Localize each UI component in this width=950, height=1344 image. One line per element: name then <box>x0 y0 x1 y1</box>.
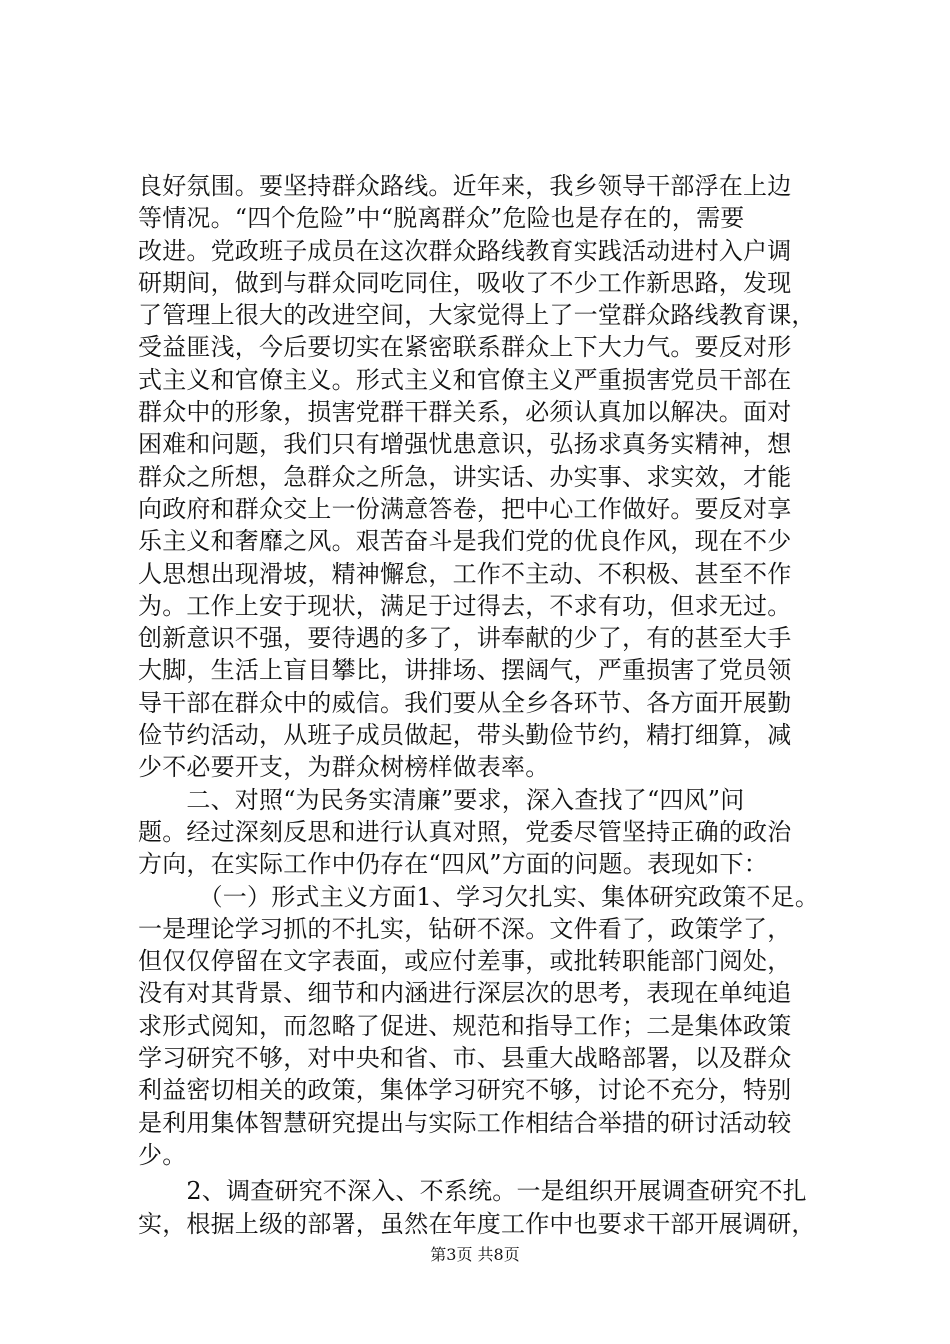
text-line: 导干部在群众中的威信。我们要从全乡各环节、各方面开展勤 <box>138 688 792 717</box>
text-line: 群众中的形象，损害党群干群关系，必须认真加以解决。面对 <box>138 398 792 427</box>
text-line: 实，根据上级的部署，虽然在年度工作中也要求干部开展调研， <box>138 1209 816 1238</box>
text-line: 等情况。“四个危险”中“脱离群众”危险也是存在的，需要 <box>138 204 745 233</box>
text-line: 但仅仅停留在文字表面，或应付差事，或批转职能部门阅处， <box>138 947 792 976</box>
text-line: 题。经过深刻反思和进行认真对照，党委尽管坚持正确的政治 <box>138 817 792 846</box>
text-line: 二、对照“为民务实清廉”要求，深入查找了“四风”问 <box>138 785 745 814</box>
text-line: 少不必要开支，为群众树榜样做表率。 <box>138 753 550 782</box>
text-line: 求形式阅知，而忽略了促进、规范和指导工作；二是集体政策 <box>138 1011 792 1040</box>
text-line: 研期间，做到与群众同吃同住，吸收了不少工作新思路，发现 <box>138 268 792 297</box>
text-line: 向政府和群众交上一份满意答卷，把中心工作做好。要反对享 <box>138 494 792 523</box>
text-line: 没有对其背景、细节和内涵进行深层次的思考，表现在单纯追 <box>138 979 792 1008</box>
text-line: 少。 <box>138 1140 187 1169</box>
page-number-label: 第3页 共8页 <box>430 1245 520 1264</box>
text-line: 群众之所想，急群众之所急，讲实话、办实事、求实效，才能 <box>138 462 792 491</box>
text-line: 式主义和官僚主义。形式主义和官僚主义严重损害党员干部在 <box>138 365 792 394</box>
page-footer <box>0 1244 950 1266</box>
text-line: 受益匪浅，今后要切实在紧密联系群众上下大力气。要反对形 <box>138 333 792 362</box>
text-line: 为。工作上安于现状，满足于过得去，不求有功，但求无过。 <box>138 591 792 620</box>
text-line: 学习研究不够，对中央和省、市、县重大战略部署，以及群众 <box>138 1044 792 1073</box>
text-line: 人思想出现滑坡，精神懈怠，工作不主动、不积极、甚至不作 <box>138 559 792 588</box>
text-line: 大脚，生活上盲目攀比，讲排场、摆阔气，严重损害了党员领 <box>138 656 792 685</box>
text-line: 是利用集体智慧研究提出与实际工作相结合举措的研讨活动较 <box>138 1108 792 1137</box>
text-line: （一）形式主义方面1、学习欠扎实、集体研究政策不足。 <box>138 882 820 911</box>
text-line: 2、调查研究不深入、不系统。一是组织开展调查研究不扎 <box>138 1177 807 1206</box>
text-line: 良好氛围。要坚持群众路线。近年来，我乡领导干部浮在上边 <box>138 172 792 200</box>
text-line: 困难和问题，我们只有增强忧患意识，弘扬求真务实精神，想 <box>138 430 792 459</box>
text-line: 改进。党政班子成员在这次群众路线教育实践活动进村入户调 <box>138 236 792 265</box>
text-line: 方向，在实际工作中仍存在“四风”方面的问题。表现如下： <box>138 850 768 879</box>
text-line: 一是理论学习抓的不扎实，钻研不深。文件看了，政策学了， <box>138 914 792 943</box>
document-body <box>138 170 838 1240</box>
text-line: 创新意识不强，要待遇的多了，讲奉献的少了，有的甚至大手 <box>138 624 792 653</box>
text-line: 利益密切相关的政策，集体学习研究不够，讨论不充分，特别 <box>138 1076 792 1105</box>
text-line: 乐主义和奢靡之风。艰苦奋斗是我们党的优良作风，现在不少 <box>138 527 792 556</box>
text-line: 了管理上很大的改进空间，大家觉得上了一堂群众路线教育课， <box>138 301 816 330</box>
text-line: 俭节约活动，从班子成员做起，带头勤俭节约，精打细算，减 <box>138 721 792 750</box>
